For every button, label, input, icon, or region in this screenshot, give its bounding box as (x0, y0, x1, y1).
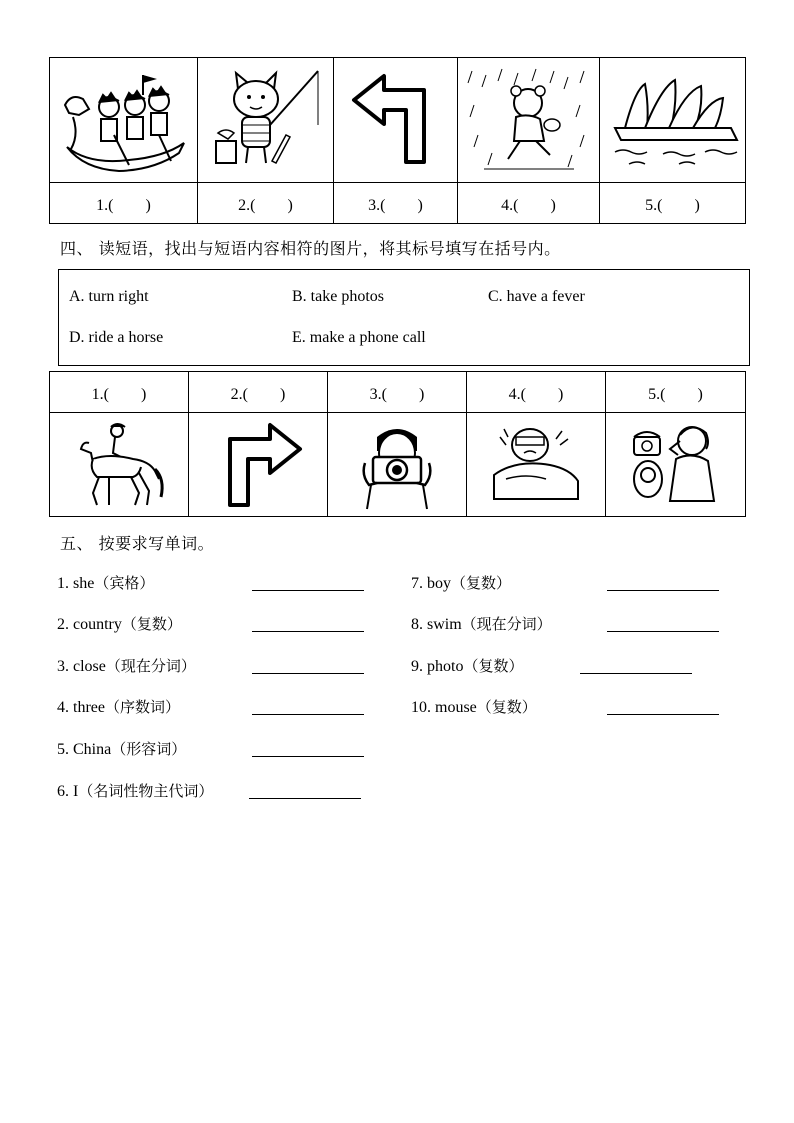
option-c: C. have a fever (488, 288, 585, 305)
answer-line-10[interactable] (607, 714, 719, 715)
picture-cell (50, 413, 189, 517)
section-4-heading: 四、 读短语，找出与短语内容相符的图片，将其标号填写在括号内。 (60, 239, 561, 258)
question-word: 3. close (57, 658, 106, 675)
answer-line-2[interactable] (252, 631, 364, 632)
question-hint: （名词性物主代词） (78, 782, 214, 800)
answer-slot[interactable]: 2.( ) (198, 183, 334, 224)
question-word: 6. I (57, 783, 79, 800)
question-hint: （复数） (451, 574, 512, 592)
question-7 (411, 572, 511, 593)
option-d: D. ride a horse (69, 329, 164, 346)
question-word: 7. boy (411, 575, 451, 592)
answer-line-1[interactable] (252, 590, 364, 591)
turn-right-arrow-icon (208, 419, 308, 511)
option-e: E. make a phone call (292, 329, 426, 346)
answer-slot[interactable]: 5.( ) (600, 183, 746, 224)
answer-line-3[interactable] (252, 673, 364, 674)
phone-call-icon (626, 419, 726, 511)
question-10 (411, 696, 537, 717)
picture-cell (189, 413, 328, 517)
question-word: 1. she (57, 575, 95, 592)
answer-slot[interactable]: 1.( ) (50, 372, 189, 413)
picture-cell (334, 58, 458, 183)
question-word: 10. mouse (411, 699, 477, 716)
cat-fishing-icon (206, 65, 326, 175)
question-word: 4. three (57, 699, 105, 716)
answer-slot[interactable]: 5.( ) (606, 372, 746, 413)
picture-cell (198, 58, 334, 183)
question-4 (57, 696, 180, 717)
answer-slot[interactable]: 4.( ) (467, 372, 606, 413)
dragon-boat-icon (59, 65, 189, 175)
section-5-heading: 五、 按要求写单词。 (60, 534, 215, 553)
picture-cell (467, 413, 606, 517)
answer-slot[interactable]: 2.( ) (189, 372, 328, 413)
take-photos-icon (347, 419, 447, 511)
question-8 (411, 613, 552, 634)
question-6 (57, 780, 213, 801)
question-hint: （序数词） (104, 698, 180, 716)
question-3 (57, 655, 196, 676)
question-5 (57, 738, 186, 759)
options-box (58, 269, 750, 366)
picture-cell (50, 58, 198, 183)
question-hint: （现在分词） (461, 615, 552, 633)
answer-line-8[interactable] (607, 631, 719, 632)
question-word: 9. photo (411, 658, 464, 675)
answer-slot[interactable]: 3.( ) (334, 183, 458, 224)
question-1 (57, 572, 154, 593)
section-4-picture-table (49, 371, 746, 517)
question-hint: （复数） (463, 657, 524, 675)
have-fever-icon (486, 419, 586, 511)
answer-line-6[interactable] (249, 798, 361, 799)
answer-line-9[interactable] (580, 673, 692, 674)
picture-cell (600, 58, 746, 183)
ride-horse-icon (69, 419, 169, 511)
question-hint: （复数） (121, 615, 182, 633)
question-hint: （现在分词） (105, 657, 196, 675)
question-9 (411, 655, 523, 676)
question-hint: （复数） (476, 698, 537, 716)
answer-line-7[interactable] (607, 590, 719, 591)
question-2 (57, 613, 182, 634)
answer-slot[interactable]: 3.( ) (328, 372, 467, 413)
question-hint: （形容词） (111, 740, 187, 758)
question-word: 2. country (57, 616, 122, 633)
picture-cell (606, 413, 746, 517)
answer-line-4[interactable] (252, 714, 364, 715)
option-b: B. take photos (292, 288, 384, 305)
turn-left-arrow-icon (346, 70, 446, 170)
picture-cell (458, 58, 600, 183)
picture-cell (328, 413, 467, 517)
answer-slot[interactable]: 4.( ) (458, 183, 600, 224)
answer-line-5[interactable] (252, 756, 364, 757)
question-word: 8. swim (411, 616, 462, 633)
top-picture-table (49, 57, 746, 224)
opera-house-icon (605, 70, 741, 170)
question-hint: （宾格） (94, 574, 155, 592)
option-a: A. turn right (69, 288, 149, 305)
rain-icon (464, 65, 594, 175)
answer-slot[interactable]: 1.( ) (50, 183, 198, 224)
question-word: 5. China (57, 741, 112, 758)
